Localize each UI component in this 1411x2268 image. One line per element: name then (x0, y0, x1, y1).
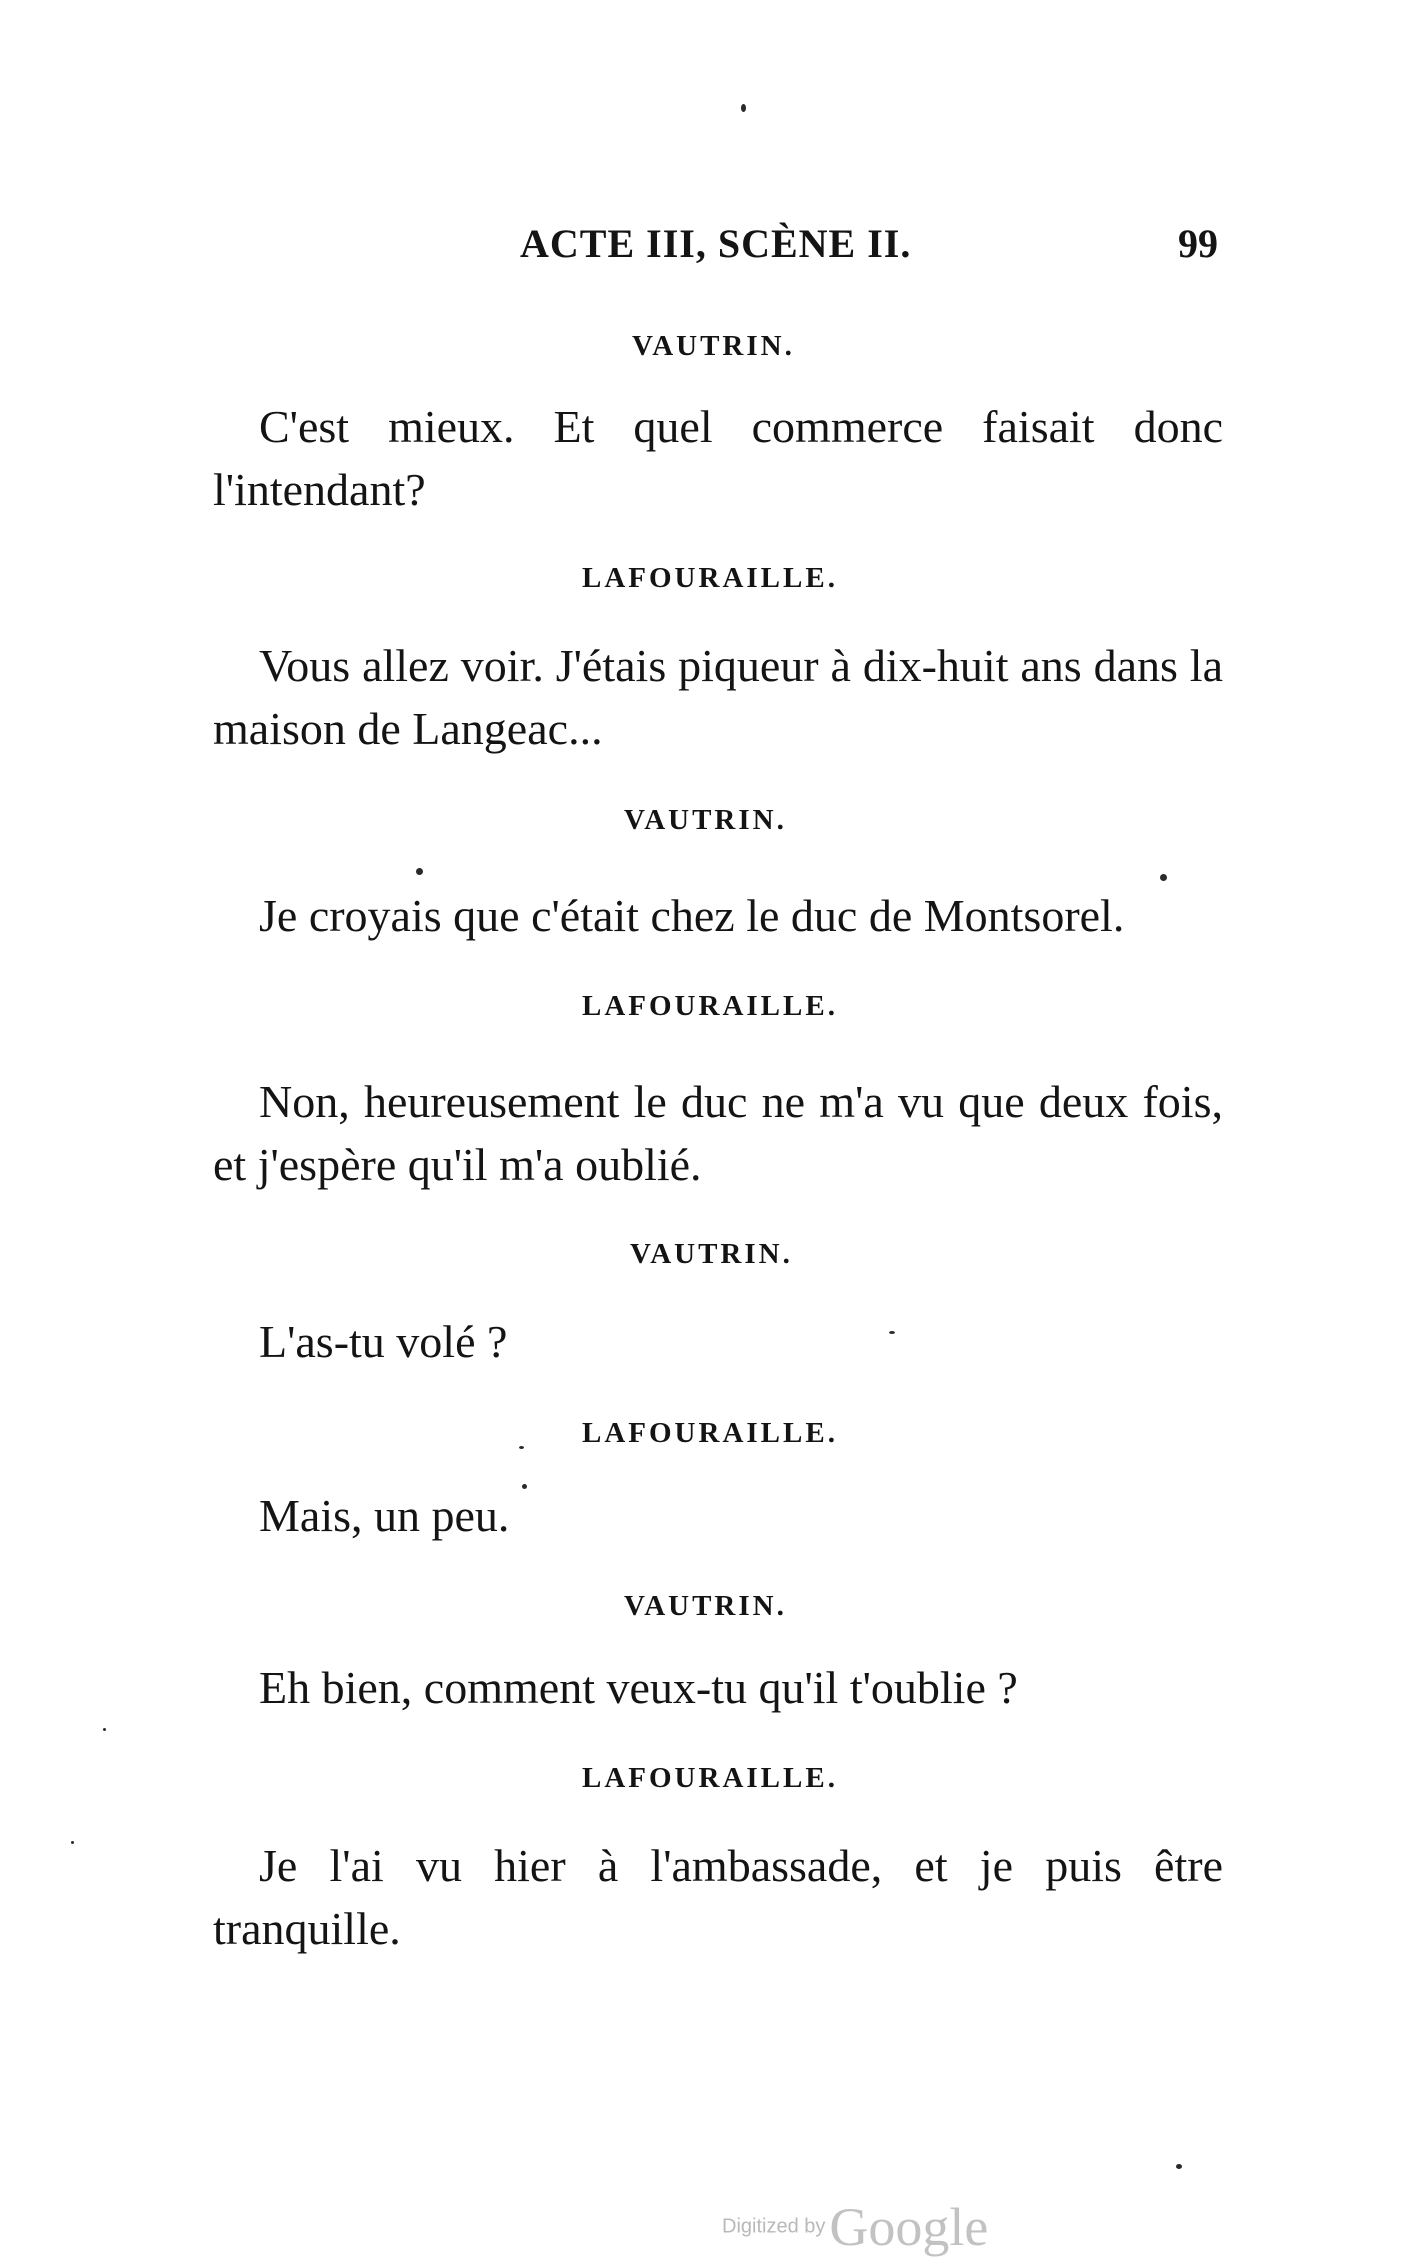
dialogue-line: Vous allez voir. J'étais piqueur à dix-huit ans dans la maison de Langeac... (213, 640, 1223, 754)
speaker-name: VAUTRIN. (624, 804, 787, 836)
dialogue-line: Eh bien, comment veux-tu qu'il t'oublie ? (259, 1662, 1018, 1713)
print-speck (71, 1841, 74, 1844)
running-head: ACTE III, SCÈNE II. (520, 221, 912, 266)
print-speck (519, 1446, 524, 1449)
dialogue-line: Je l'ai vu hier à l'ambassade, et je puis être tranquille. (213, 1840, 1223, 1954)
print-speck (889, 1331, 895, 1334)
google-logo: Google (829, 2197, 989, 2257)
print-speck (1176, 2164, 1182, 2169)
dialogue-line: L'as-tu volé ? (259, 1316, 508, 1367)
speaker-name: LAFOURAILLE. (582, 990, 838, 1022)
dialogue-line: C'est mieux. Et quel commerce faisait donc l'intendant? (213, 401, 1223, 515)
print-speck (103, 1728, 106, 1731)
speaker-name: LAFOURAILLE. (582, 1417, 838, 1449)
watermark-prefix: Digitized by (722, 2215, 826, 2238)
print-speck (522, 1484, 527, 1489)
dialogue-line: Mais, un peu. (259, 1490, 510, 1541)
page-number: 99 (1178, 221, 1218, 266)
dialogue-line: Je croyais que c'était chez le duc de Montsorel. (259, 890, 1125, 941)
print-speck (416, 868, 423, 875)
speaker-name: VAUTRIN. (632, 330, 795, 362)
speaker-name: VAUTRIN. (624, 1590, 787, 1622)
speaker-name: VAUTRIN. (630, 1238, 793, 1270)
speaker-name: LAFOURAILLE. (582, 562, 838, 594)
print-speck (741, 104, 746, 112)
print-speck (1160, 874, 1167, 881)
dialogue-line: Non, heureusement le duc ne m'a vu que deux fois, et j'espère qu'il m'a oublié. (213, 1076, 1223, 1190)
speaker-name: LAFOURAILLE. (582, 1762, 838, 1794)
digitized-by-google-watermark (722, 2196, 988, 2258)
